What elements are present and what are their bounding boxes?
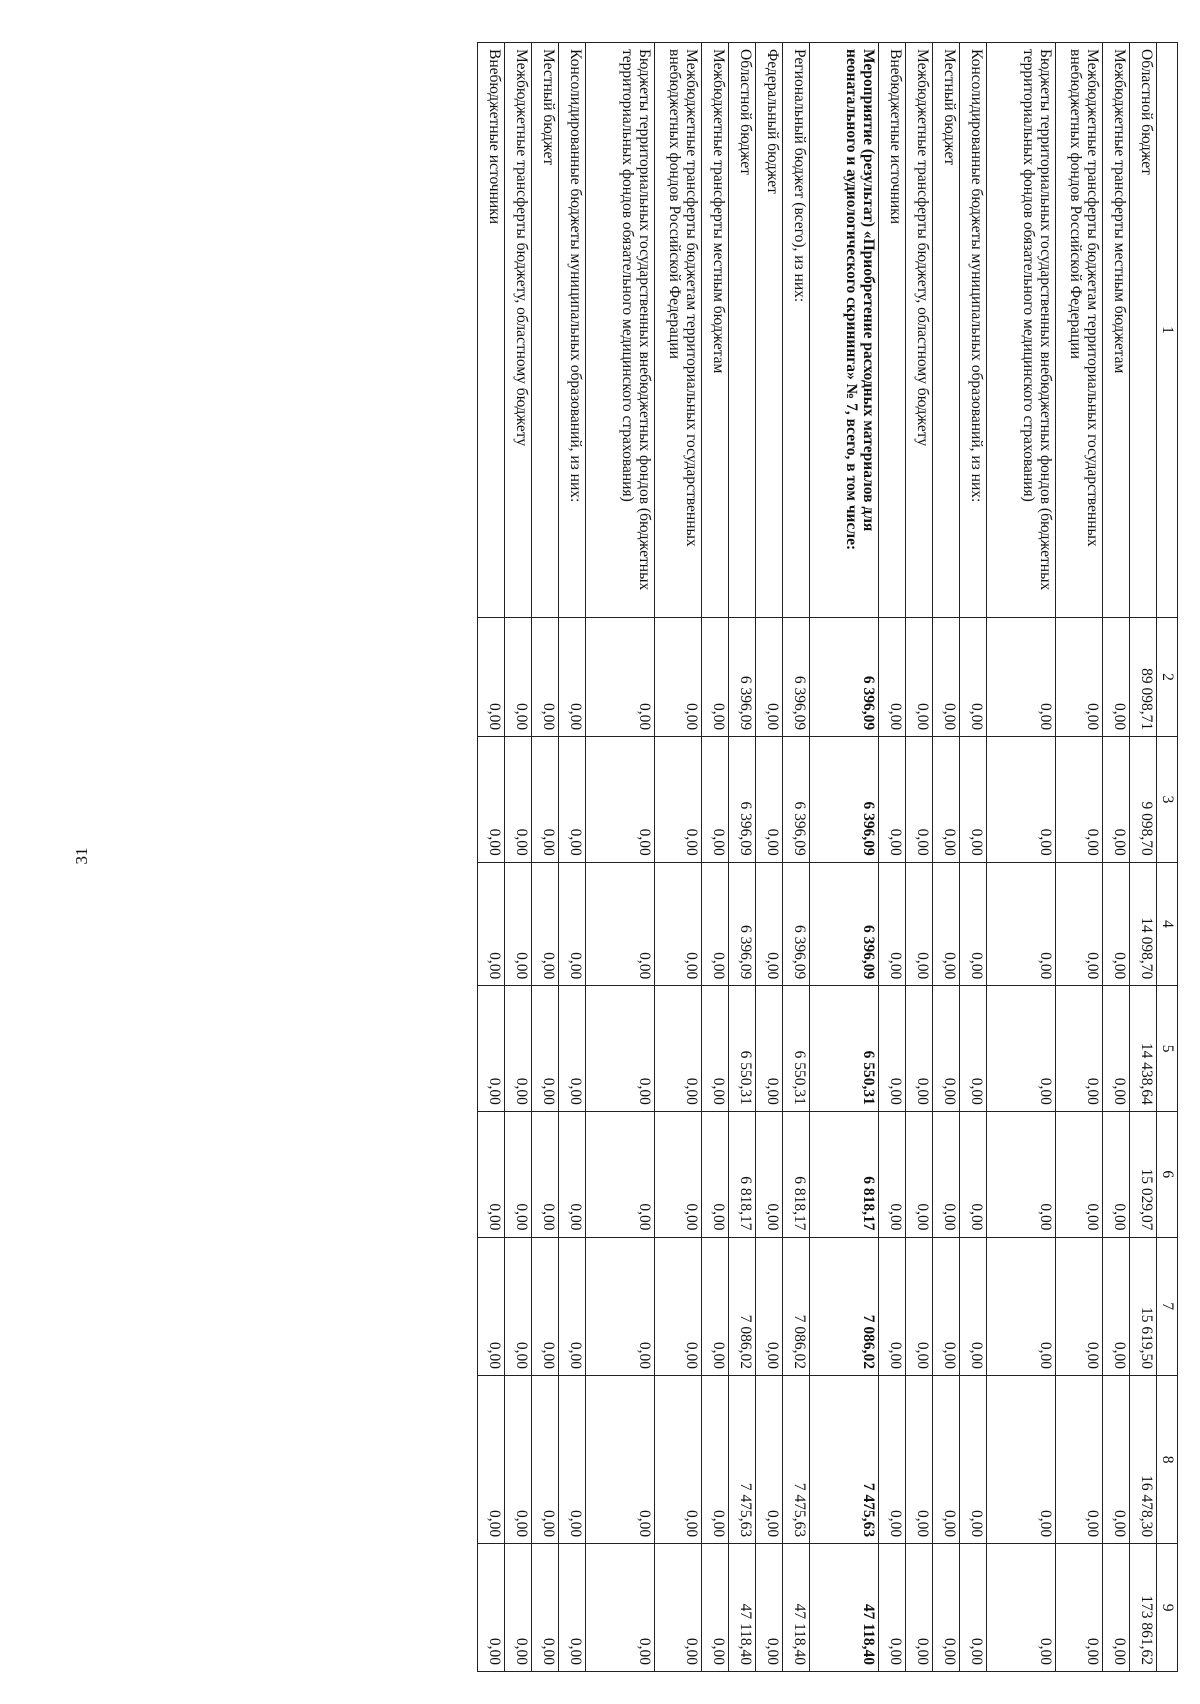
row-label: Межбюджетные трансферты бюджету, областному бюджету bbox=[505, 43, 532, 618]
row-value: 0,00 bbox=[559, 737, 586, 863]
row-value: 0,00 bbox=[987, 986, 1056, 1112]
row-value: 0,00 bbox=[702, 1544, 729, 1672]
row-value: 0,00 bbox=[756, 617, 783, 736]
row-value: 0,00 bbox=[756, 1375, 783, 1543]
row-value: 0,00 bbox=[960, 737, 987, 863]
table-row bbox=[810, 43, 879, 1672]
column-number-row bbox=[1157, 43, 1178, 1672]
row-value: 0,00 bbox=[1056, 737, 1103, 863]
row-label: Консолидированные бюджеты муниципальных образований, из них: bbox=[559, 43, 586, 618]
row-value: 0,00 bbox=[756, 986, 783, 1112]
row-value: 0,00 bbox=[702, 1375, 729, 1543]
column-number: 8 bbox=[1157, 1375, 1178, 1543]
row-value: 0,00 bbox=[505, 862, 532, 986]
table-row bbox=[702, 43, 729, 1672]
row-value: 0,00 bbox=[532, 617, 559, 736]
row-value: 7 086,02 bbox=[810, 1237, 879, 1375]
table-row bbox=[505, 43, 532, 1672]
row-label: Региональный бюджет (всего), из них: bbox=[783, 43, 810, 618]
budget-table bbox=[477, 42, 1178, 1672]
row-label: Внебюджетные источники bbox=[478, 43, 505, 618]
column-number: 7 bbox=[1157, 1237, 1178, 1375]
table-row bbox=[586, 43, 655, 1672]
row-value: 0,00 bbox=[879, 1237, 906, 1375]
row-value: 6 550,31 bbox=[729, 986, 756, 1112]
row-value: 15 619,50 bbox=[1130, 1237, 1157, 1375]
row-label: Консолидированные бюджеты муниципальных образований, из них: bbox=[960, 43, 987, 618]
row-value: 0,00 bbox=[655, 1237, 702, 1375]
row-value: 0,00 bbox=[756, 862, 783, 986]
row-value: 6 396,09 bbox=[783, 737, 810, 863]
row-value: 0,00 bbox=[960, 1375, 987, 1543]
row-value: 0,00 bbox=[1056, 1237, 1103, 1375]
table-row bbox=[879, 43, 906, 1672]
table-row bbox=[729, 43, 756, 1672]
row-value: 0,00 bbox=[879, 862, 906, 986]
table-row bbox=[783, 43, 810, 1672]
row-value: 173 861,62 bbox=[1130, 1544, 1157, 1672]
row-value: 0,00 bbox=[960, 1111, 987, 1237]
row-label: Бюджеты территориальных государственных внебюджетных фондов (бюджетных территориальных фондов обязательного медицинского страхования) bbox=[586, 43, 655, 618]
row-value: 0,00 bbox=[933, 1544, 960, 1672]
row-value: 0,00 bbox=[933, 1111, 960, 1237]
row-value: 0,00 bbox=[1103, 1375, 1130, 1543]
column-number: 5 bbox=[1157, 986, 1178, 1112]
row-value: 0,00 bbox=[906, 617, 933, 736]
row-value: 0,00 bbox=[586, 1544, 655, 1672]
row-value: 0,00 bbox=[655, 737, 702, 863]
row-value: 6 396,09 bbox=[783, 617, 810, 736]
row-value: 0,00 bbox=[906, 1111, 933, 1237]
row-value: 6 396,09 bbox=[810, 617, 879, 736]
row-value: 0,00 bbox=[532, 1544, 559, 1672]
row-value: 47 118,40 bbox=[783, 1544, 810, 1672]
row-value: 0,00 bbox=[505, 986, 532, 1112]
row-value: 0,00 bbox=[1056, 862, 1103, 986]
row-value: 0,00 bbox=[960, 617, 987, 736]
table-row bbox=[1056, 43, 1103, 1672]
row-value: 0,00 bbox=[559, 617, 586, 736]
row-value: 0,00 bbox=[756, 737, 783, 863]
row-label: Межбюджетные трансферты местным бюджетам bbox=[1103, 43, 1130, 618]
row-value: 0,00 bbox=[559, 986, 586, 1112]
row-value: 0,00 bbox=[532, 1111, 559, 1237]
row-value: 0,00 bbox=[478, 1237, 505, 1375]
page-number: 31 bbox=[72, 847, 91, 865]
row-value: 0,00 bbox=[478, 862, 505, 986]
row-value: 0,00 bbox=[1056, 1111, 1103, 1237]
column-number: 1 bbox=[1157, 43, 1178, 618]
table-row bbox=[1130, 43, 1157, 1672]
row-value: 7 475,63 bbox=[783, 1375, 810, 1543]
row-value: 0,00 bbox=[586, 617, 655, 736]
row-value: 0,00 bbox=[559, 1237, 586, 1375]
row-value: 0,00 bbox=[586, 1237, 655, 1375]
row-value: 0,00 bbox=[1103, 862, 1130, 986]
row-value: 0,00 bbox=[702, 1111, 729, 1237]
row-value: 0,00 bbox=[960, 862, 987, 986]
row-value: 89 098,71 bbox=[1130, 617, 1157, 736]
row-value: 0,00 bbox=[960, 1544, 987, 1672]
column-number: 3 bbox=[1157, 737, 1178, 863]
row-value: 0,00 bbox=[655, 1375, 702, 1543]
row-value: 0,00 bbox=[478, 986, 505, 1112]
row-value: 0,00 bbox=[702, 617, 729, 736]
row-label: Областной бюджет bbox=[1130, 43, 1157, 618]
row-value: 0,00 bbox=[987, 1375, 1056, 1543]
row-label: Областной бюджет bbox=[729, 43, 756, 618]
table-row bbox=[906, 43, 933, 1672]
row-value: 0,00 bbox=[756, 1544, 783, 1672]
row-value: 0,00 bbox=[559, 1544, 586, 1672]
table-row bbox=[655, 43, 702, 1672]
row-value: 0,00 bbox=[879, 1111, 906, 1237]
row-value: 0,00 bbox=[532, 986, 559, 1112]
row-label: Бюджеты территориальных государственных внебюджетных фондов (бюджетных территориальных фондов обязательного медицинского страхования) bbox=[987, 43, 1056, 618]
row-value: 0,00 bbox=[987, 1544, 1056, 1672]
table-row bbox=[478, 43, 505, 1672]
row-label: Местный бюджет bbox=[532, 43, 559, 618]
row-value: 0,00 bbox=[478, 737, 505, 863]
row-value: 0,00 bbox=[1103, 1544, 1130, 1672]
table-row bbox=[532, 43, 559, 1672]
row-value: 0,00 bbox=[478, 1111, 505, 1237]
row-value: 14 438,64 bbox=[1130, 986, 1157, 1112]
table-row bbox=[756, 43, 783, 1672]
row-value: 0,00 bbox=[478, 1544, 505, 1672]
row-label: Местный бюджет bbox=[933, 43, 960, 618]
row-value: 0,00 bbox=[879, 737, 906, 863]
row-value: 0,00 bbox=[532, 737, 559, 863]
row-value: 6 396,09 bbox=[783, 862, 810, 986]
row-value: 6 818,17 bbox=[729, 1111, 756, 1237]
row-value: 0,00 bbox=[987, 737, 1056, 863]
row-value: 47 118,40 bbox=[729, 1544, 756, 1672]
row-value: 6 396,09 bbox=[810, 737, 879, 863]
row-value: 0,00 bbox=[906, 1544, 933, 1672]
row-value: 0,00 bbox=[505, 617, 532, 736]
row-value: 6 550,31 bbox=[783, 986, 810, 1112]
row-value: 0,00 bbox=[505, 1544, 532, 1672]
row-value: 6 396,09 bbox=[729, 737, 756, 863]
row-value: 0,00 bbox=[532, 1237, 559, 1375]
row-value: 0,00 bbox=[933, 986, 960, 1112]
row-value: 0,00 bbox=[906, 862, 933, 986]
row-value: 0,00 bbox=[505, 1375, 532, 1543]
column-number: 6 bbox=[1157, 1111, 1178, 1237]
row-value: 0,00 bbox=[655, 862, 702, 986]
row-value: 0,00 bbox=[756, 1111, 783, 1237]
rotated-page bbox=[168, 42, 1178, 1672]
row-value: 0,00 bbox=[586, 986, 655, 1112]
row-value: 0,00 bbox=[879, 1544, 906, 1672]
table-row bbox=[559, 43, 586, 1672]
row-value: 0,00 bbox=[906, 737, 933, 863]
row-value: 0,00 bbox=[879, 617, 906, 736]
row-label: Федеральный бюджет bbox=[756, 43, 783, 618]
row-value: 0,00 bbox=[559, 862, 586, 986]
column-number: 4 bbox=[1157, 862, 1178, 986]
row-value: 0,00 bbox=[532, 862, 559, 986]
row-value: 0,00 bbox=[586, 737, 655, 863]
row-value: 0,00 bbox=[1056, 986, 1103, 1112]
row-value: 0,00 bbox=[505, 1111, 532, 1237]
row-value: 0,00 bbox=[505, 1237, 532, 1375]
row-value: 0,00 bbox=[532, 1375, 559, 1543]
row-value: 6 818,17 bbox=[810, 1111, 879, 1237]
row-value: 0,00 bbox=[1103, 986, 1130, 1112]
row-value: 0,00 bbox=[960, 1237, 987, 1375]
column-number: 2 bbox=[1157, 617, 1178, 736]
row-value: 0,00 bbox=[702, 737, 729, 863]
row-value: 0,00 bbox=[702, 1237, 729, 1375]
row-value: 6 396,09 bbox=[729, 617, 756, 736]
row-value: 0,00 bbox=[960, 986, 987, 1112]
table-row bbox=[987, 43, 1056, 1672]
row-value: 0,00 bbox=[1056, 1375, 1103, 1543]
row-value: 0,00 bbox=[655, 1544, 702, 1672]
row-value: 0,00 bbox=[1103, 1237, 1130, 1375]
row-value: 0,00 bbox=[559, 1111, 586, 1237]
row-value: 0,00 bbox=[933, 1237, 960, 1375]
row-value: 0,00 bbox=[586, 1375, 655, 1543]
row-value: 15 029,07 bbox=[1130, 1111, 1157, 1237]
table-row bbox=[1103, 43, 1130, 1672]
row-value: 0,00 bbox=[756, 1237, 783, 1375]
row-value: 9 098,70 bbox=[1130, 737, 1157, 863]
row-value: 0,00 bbox=[1056, 1544, 1103, 1672]
row-value: 0,00 bbox=[702, 986, 729, 1112]
row-label: Межбюджетные трансферты бюджетам территориальных государственных внебюджетных фондов Российской Федерации bbox=[655, 43, 702, 618]
row-value: 0,00 bbox=[1056, 617, 1103, 736]
row-value: 6 550,31 bbox=[810, 986, 879, 1112]
row-value: 0,00 bbox=[586, 862, 655, 986]
row-value: 0,00 bbox=[586, 1111, 655, 1237]
row-value: 16 478,30 bbox=[1130, 1375, 1157, 1543]
row-value: 0,00 bbox=[1103, 737, 1130, 863]
row-label: Внебюджетные источники bbox=[879, 43, 906, 618]
row-value: 0,00 bbox=[505, 737, 532, 863]
row-value: 0,00 bbox=[655, 617, 702, 736]
row-value: 0,00 bbox=[1103, 617, 1130, 736]
row-value: 7 475,63 bbox=[810, 1375, 879, 1543]
row-value: 0,00 bbox=[906, 1375, 933, 1543]
table-row bbox=[933, 43, 960, 1672]
row-value: 0,00 bbox=[906, 1237, 933, 1375]
table-row bbox=[960, 43, 987, 1672]
column-number: 9 bbox=[1157, 1544, 1178, 1672]
row-value: 0,00 bbox=[933, 862, 960, 986]
row-value: 6 396,09 bbox=[729, 862, 756, 986]
row-value: 0,00 bbox=[987, 862, 1056, 986]
row-value: 6 818,17 bbox=[783, 1111, 810, 1237]
row-value: 0,00 bbox=[879, 1375, 906, 1543]
row-label: Межбюджетные трансферты бюджету, областному бюджету bbox=[906, 43, 933, 618]
row-value: 0,00 bbox=[906, 986, 933, 1112]
row-value: 47 118,40 bbox=[810, 1544, 879, 1672]
row-value: 7 475,63 bbox=[729, 1375, 756, 1543]
row-label: Межбюджетные трансферты местным бюджетам bbox=[702, 43, 729, 618]
row-value: 0,00 bbox=[933, 617, 960, 736]
row-value: 7 086,02 bbox=[729, 1237, 756, 1375]
row-value: 0,00 bbox=[478, 617, 505, 736]
row-label: Мероприятие (результат) «Приобретение расходных материалов для неонатального и аудиологического скрининга» № 7, всего, в том числе: bbox=[810, 43, 879, 618]
row-value: 0,00 bbox=[879, 986, 906, 1112]
row-value: 0,00 bbox=[655, 986, 702, 1112]
row-value: 0,00 bbox=[987, 1237, 1056, 1375]
row-value: 0,00 bbox=[559, 1375, 586, 1543]
row-value: 0,00 bbox=[933, 1375, 960, 1543]
row-value: 6 396,09 bbox=[810, 862, 879, 986]
row-value: 0,00 bbox=[987, 1111, 1056, 1237]
row-value: 14 098,70 bbox=[1130, 862, 1157, 986]
row-value: 0,00 bbox=[655, 1111, 702, 1237]
row-value: 0,00 bbox=[1103, 1111, 1130, 1237]
row-value: 0,00 bbox=[702, 862, 729, 986]
row-label: Межбюджетные трансферты бюджетам территориальных государственных внебюджетных фондов Российской Федерации bbox=[1056, 43, 1103, 618]
row-value: 0,00 bbox=[933, 737, 960, 863]
budget-table-body bbox=[478, 43, 1178, 1672]
row-value: 7 086,02 bbox=[783, 1237, 810, 1375]
row-value: 0,00 bbox=[478, 1375, 505, 1543]
row-value: 0,00 bbox=[987, 617, 1056, 736]
